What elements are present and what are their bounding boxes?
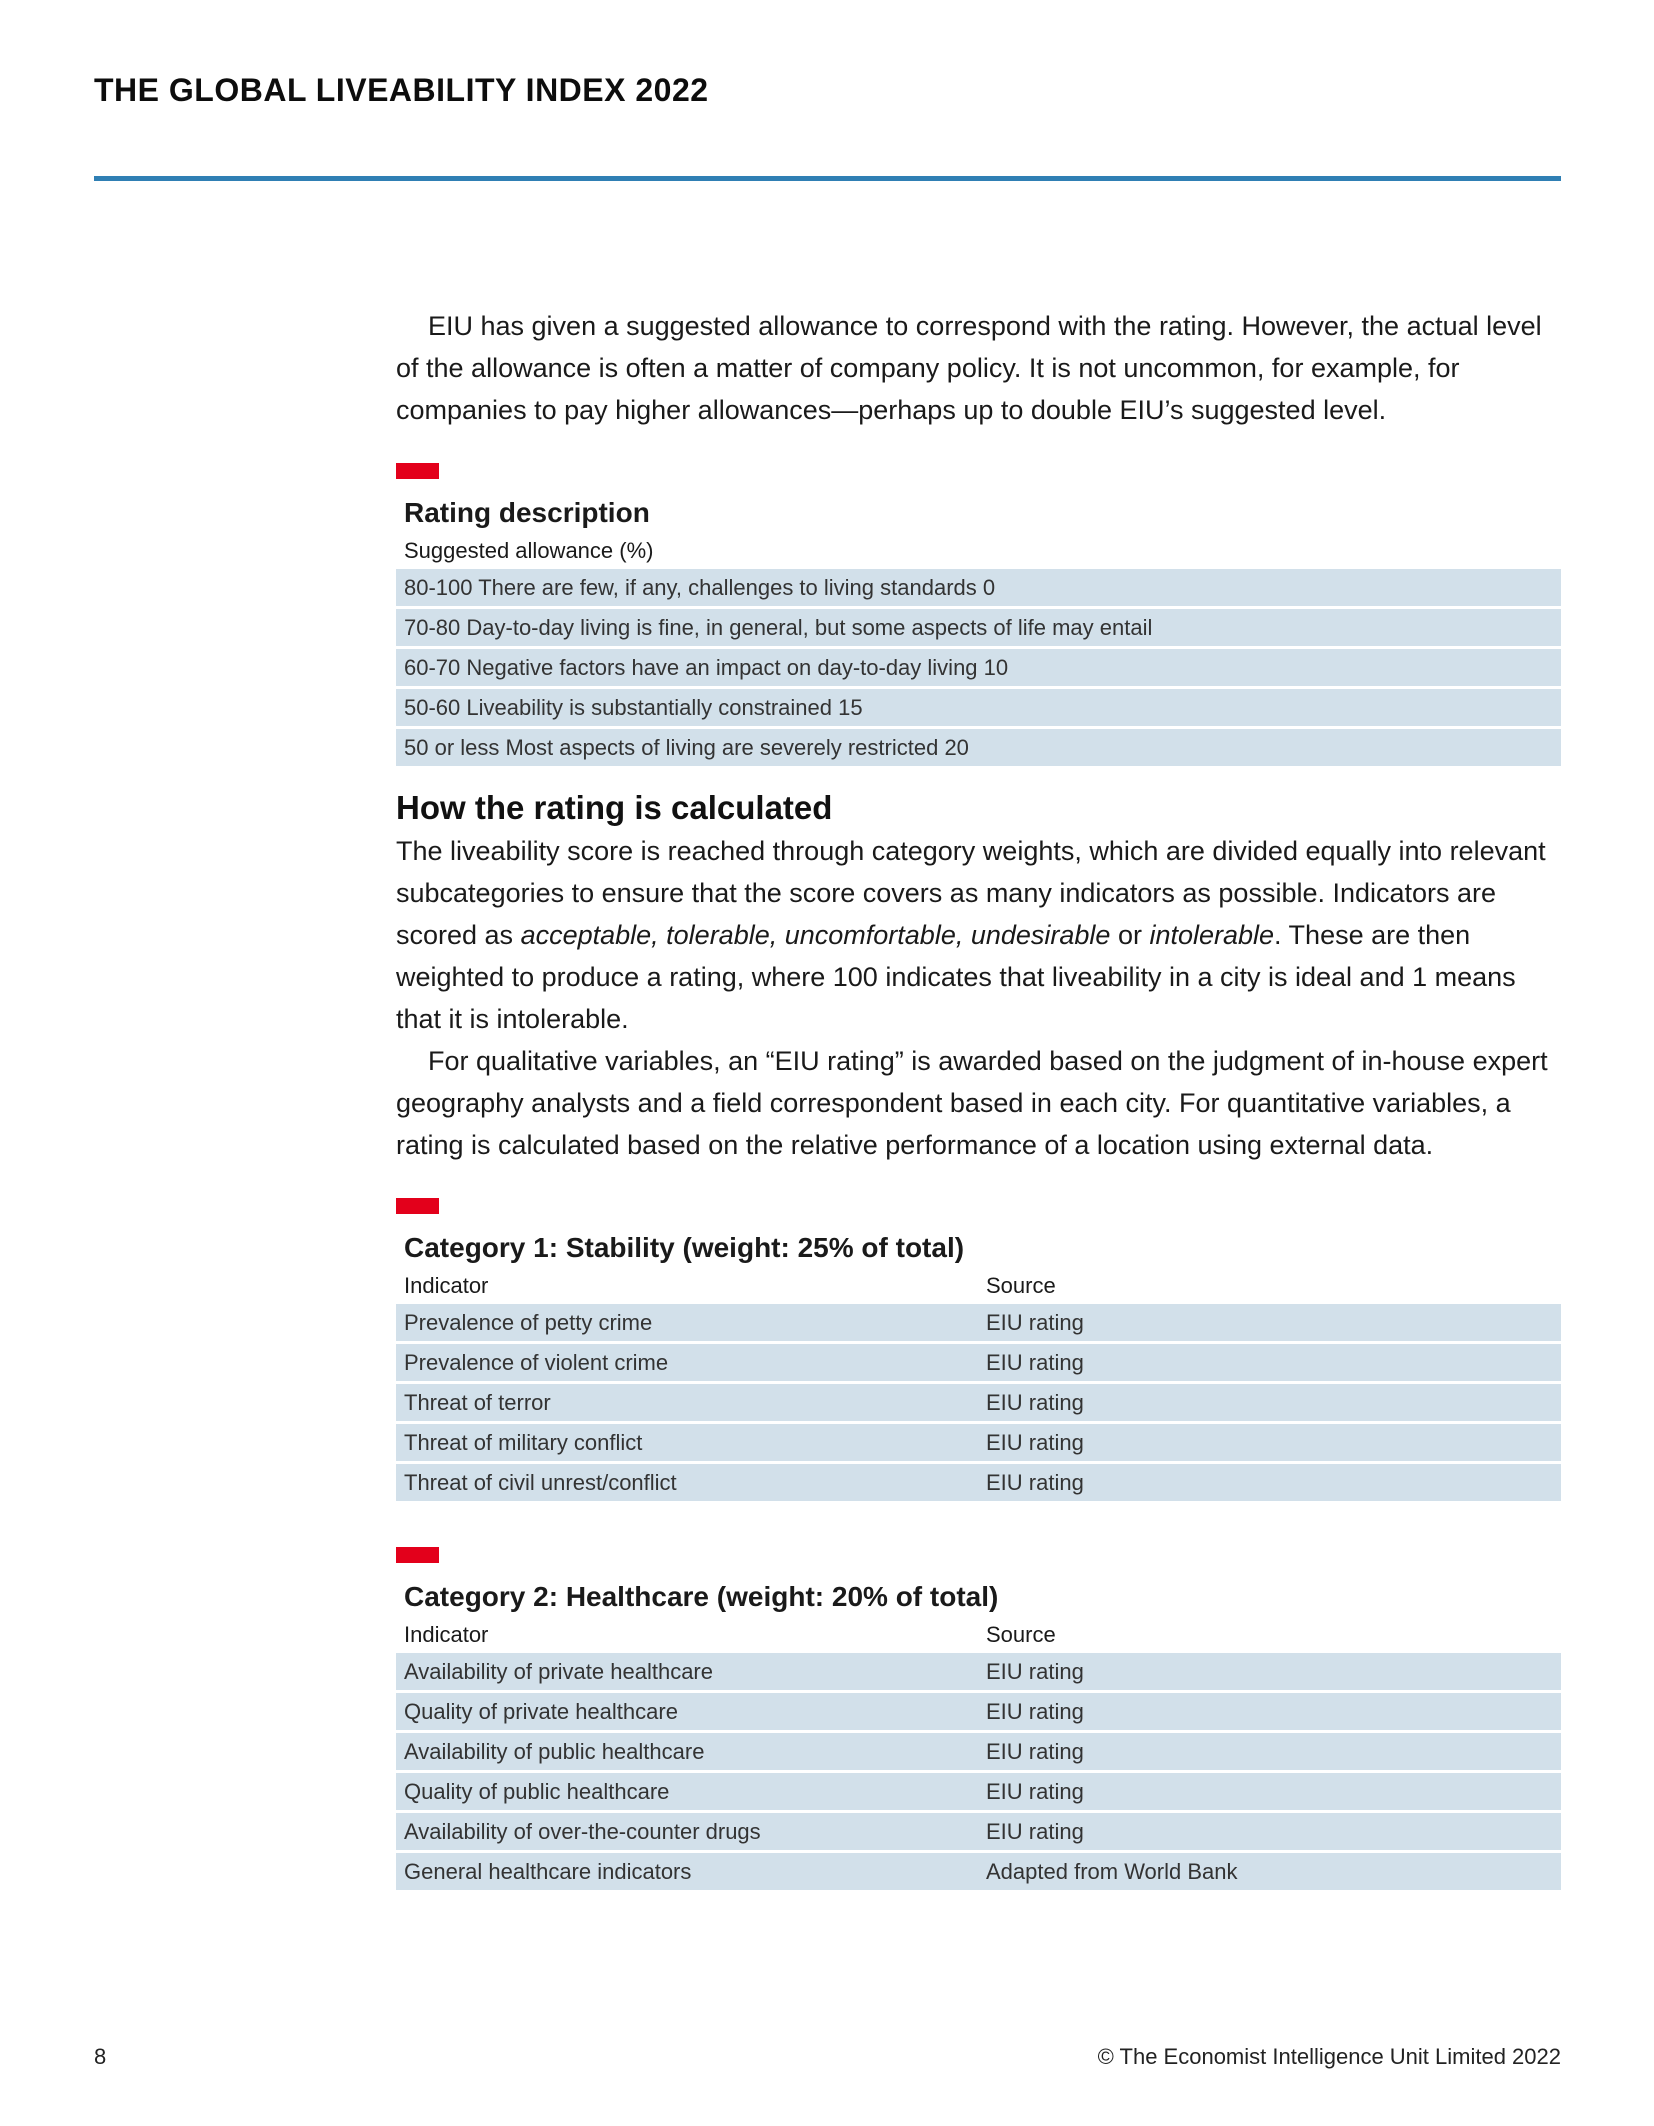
- intro-paragraph: EIU has given a suggested allowance to correspond with the rating. However, the actual level of the allowance is often a matter of company policy. It is not uncommon, for example, for companies to pay higher allowances—perhaps up to double EIU’s suggested level.: [396, 311, 1542, 425]
- column-header-source: Source: [986, 1622, 1056, 1647]
- table-row: [396, 1853, 1561, 1890]
- indicator-cell: Availability of private healthcare: [404, 1658, 713, 1684]
- main-content: [396, 305, 1561, 1893]
- column-header-indicator: Indicator: [404, 1622, 489, 1647]
- calc-p1-or: or: [1110, 920, 1150, 950]
- table-row: [396, 1733, 1561, 1770]
- table-row: [396, 1304, 1561, 1341]
- source-cell: EIU rating: [986, 1389, 1084, 1415]
- source-cell: EIU rating: [986, 1738, 1084, 1764]
- source-cell: EIU rating: [986, 1658, 1084, 1684]
- table-cell: 50 or less Most aspects of living are severely restricted 20: [404, 734, 969, 760]
- source-cell: Adapted from World Bank: [986, 1858, 1238, 1884]
- table-cell: 80-100 There are few, if any, challenges to living standards 0: [404, 574, 996, 600]
- indicator-cell: Quality of private healthcare: [404, 1698, 678, 1724]
- rating-table-title: Rating description: [404, 497, 650, 528]
- rating-table-subheader: [396, 533, 1561, 569]
- indicator-cell: Threat of military conflict: [404, 1429, 643, 1455]
- table-row: [396, 1384, 1561, 1421]
- category1-table: [396, 1228, 1561, 1501]
- source-cell: EIU rating: [986, 1818, 1084, 1844]
- header-rule: [94, 176, 1561, 181]
- source-cell: EIU rating: [986, 1349, 1084, 1375]
- table-row: [396, 1464, 1561, 1501]
- table-cell: 60-70 Negative factors have an impact on day-to-day living 10: [404, 654, 1009, 680]
- category2-title: Category 2: Healthcare (weight: 20% of total): [404, 1581, 999, 1612]
- calc-p1-italic-terms: acceptable, tolerable, uncomfortable, undesirable: [520, 920, 1111, 950]
- category1-header: [396, 1268, 1561, 1304]
- indicator-cell: Prevalence of violent crime: [404, 1349, 669, 1375]
- calc-p1-end: . These are then weighted to produce a rating, where 100 indicates that liveability in a city is ideal and 1 means that it is intolerable.: [396, 920, 1516, 1034]
- indicator-cell: General healthcare indicators: [404, 1858, 692, 1884]
- category1-title: Category 1: Stability (weight: 25% of total): [404, 1232, 965, 1263]
- table-row: [396, 1653, 1561, 1690]
- column-header-source: Source: [986, 1273, 1056, 1298]
- source-cell: EIU rating: [986, 1469, 1084, 1495]
- table-cell: 50-60 Liveability is substantially constrained 15: [404, 694, 863, 720]
- calc-paragraph-2: For qualitative variables, an “EIU rating” is awarded based on the judgment of in-house expert geography analysts and a field correspondent based in each city. For quantitative variables, a rating is calculated based on the relative performance of a location using external data.: [396, 1046, 1548, 1160]
- indicator-cell: Prevalence of petty crime: [404, 1309, 653, 1335]
- table-row: [396, 1344, 1561, 1381]
- indicator-cell: Availability of over-the-counter drugs: [404, 1818, 761, 1844]
- copyright-notice: © The Economist Intelligence Unit Limited 2022: [1097, 2044, 1561, 2069]
- table-row: [396, 1773, 1561, 1810]
- rating-table-subheader-label: Suggested allowance (%): [404, 538, 654, 563]
- calc-p1-start: The liveability score is reached through category weights, which are divided equally into relevant subcategories to ensure that the score covers as many indicators as possible. Indicators are scored as: [396, 836, 1546, 950]
- table-row: [396, 729, 1561, 766]
- source-cell: EIU rating: [986, 1309, 1084, 1335]
- page-number: 8: [94, 2044, 107, 2069]
- section-marker-bar: [396, 463, 439, 479]
- category2-table: [396, 1577, 1561, 1890]
- table-row: [396, 609, 1561, 646]
- table-cell: 70-80 Day-to-day living is fine, in general, but some aspects of life may entail: [404, 614, 1153, 640]
- calc-paragraph-1: [396, 830, 1561, 1040]
- indicator-cell: Availability of public healthcare: [404, 1738, 705, 1764]
- table-row: [396, 1693, 1561, 1730]
- category2-header: [396, 1617, 1561, 1653]
- source-cell: EIU rating: [986, 1778, 1084, 1804]
- section-heading: How the rating is calculated: [396, 789, 833, 826]
- rating-table: [396, 493, 1561, 766]
- source-cell: EIU rating: [986, 1698, 1084, 1724]
- column-header-indicator: Indicator: [404, 1273, 489, 1298]
- table-row: [396, 1813, 1561, 1850]
- section-marker-bar: [396, 1198, 439, 1214]
- calc-p1-italic-intolerable: intolerable: [1149, 920, 1275, 950]
- table-row: [396, 569, 1561, 606]
- document-header-title: THE GLOBAL LIVEABILITY INDEX 2022: [94, 72, 709, 108]
- table-row: [396, 1424, 1561, 1461]
- source-cell: EIU rating: [986, 1429, 1084, 1455]
- indicator-cell: Threat of terror: [404, 1389, 551, 1415]
- indicator-cell: Quality of public healthcare: [404, 1778, 670, 1804]
- section-marker-bar: [396, 1547, 439, 1563]
- table-row: [396, 689, 1561, 726]
- indicator-cell: Threat of civil unrest/conflict: [404, 1469, 677, 1495]
- table-row: [396, 649, 1561, 686]
